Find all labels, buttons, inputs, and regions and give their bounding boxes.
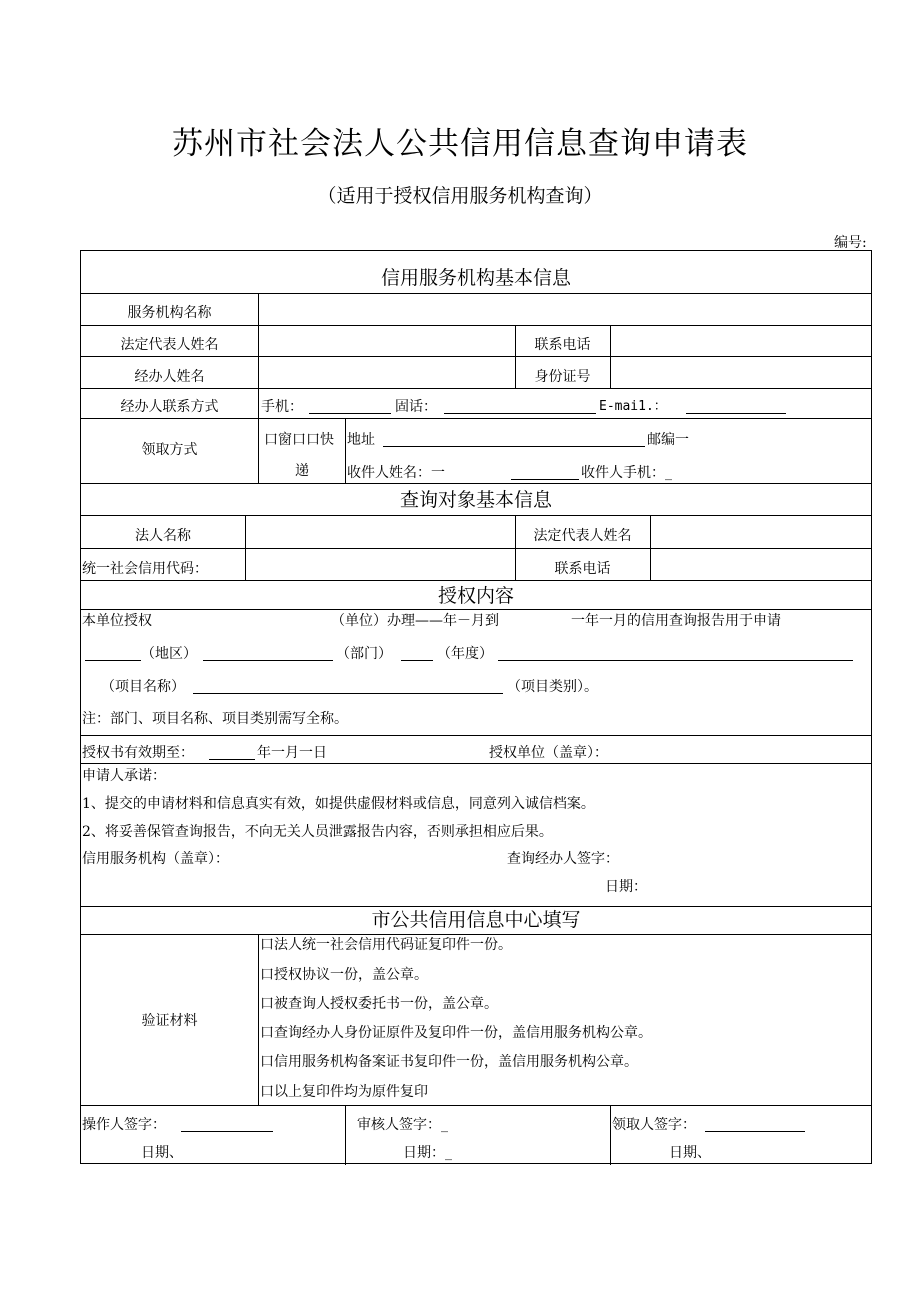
year-field[interactable] [498, 660, 853, 661]
org-name-label: 服务机构名称 [127, 305, 212, 321]
handler-contact-label: 经办人联系方式 [120, 399, 219, 415]
pickup-options-continued: 递 [295, 463, 309, 479]
material-item[interactable]: 口以上复印件均为原件复印 [260, 1084, 428, 1100]
receiver-signature-label: 领取人签字： [612, 1117, 696, 1133]
verification-materials-label: 验证材料 [141, 1013, 198, 1029]
id-number-label: 身份证号 [534, 369, 591, 385]
operator-signature-field[interactable] [181, 1131, 273, 1132]
pickup-method-label: 领取方式 [141, 442, 198, 458]
address-label: 地址 [347, 432, 375, 448]
applicant-promise-1: 1、提交的申请材料和信息真实有效，如提供虚假材料或信息，同意列入诚信档案。 [82, 796, 595, 812]
authorizing-unit-seal-label: 授权单位（盖章）： [489, 745, 608, 761]
operator-signature-label: 操作人签字： [82, 1117, 166, 1133]
section-header-service-org: 信用服务机构基本信息 [380, 267, 571, 289]
landline-label: 固话： [395, 399, 437, 415]
recipient-name-label: 收件人姓名：一 [347, 465, 445, 481]
validity-field[interactable] [209, 759, 255, 760]
legal-rep-field[interactable] [259, 326, 515, 356]
id-number-field[interactable] [611, 357, 871, 388]
reviewer-date-label: 日期：_ [403, 1145, 452, 1161]
section-header-center-use: 市公共信用信息中心填写 [371, 909, 581, 931]
target-legal-rep-label: 法定代表人姓名 [533, 528, 632, 544]
email-field[interactable] [686, 413, 786, 414]
applicant-promise-2: 2、将妥善保管查询报告，不向无关人员泄露报告内容，否则承担相应后果。 [82, 824, 553, 840]
service-org-seal-label: 信用服务机构（盖章）： [82, 851, 229, 867]
year-label: （年度） [437, 646, 493, 662]
promise-date-label: 日期： [605, 879, 647, 895]
material-item[interactable]: 口查询经办人身份证原件及复印件一份，盖信用服务机构公章。 [260, 1025, 652, 1041]
authorization-line-start: 本单位授权 [82, 613, 152, 629]
postcode-label: 邮编一 [647, 432, 689, 448]
org-name-field[interactable] [259, 294, 871, 325]
project-name-label: （项目名称） [101, 679, 185, 695]
legal-entity-name-label: 法人名称 [135, 528, 191, 544]
department-label: （部门） [336, 646, 392, 662]
form-title: 苏州市社会法人公共信用信息查询申请表 [172, 126, 748, 162]
project-name-field[interactable] [193, 693, 503, 694]
authorization-note: 注：部门、项目名称、项目类别需写全称。 [82, 711, 348, 727]
application-form [80, 250, 872, 1164]
material-item[interactable]: 口被查询人授权委托书一份，盖公章。 [260, 996, 498, 1012]
address-field[interactable] [383, 446, 645, 447]
receiver-signature-field[interactable] [705, 1131, 805, 1132]
legal-rep-label: 法定代表人姓名 [120, 337, 219, 353]
department-field[interactable] [203, 660, 333, 661]
form-subtitle: （适用于授权信用服务机构查询） [317, 185, 603, 207]
landline-field[interactable] [444, 413, 596, 414]
recipient-mobile-label: 收件人手机：_ [581, 465, 672, 481]
handler-name-label: 经办人姓名 [134, 369, 205, 385]
pickup-options[interactable]: 口窗口口快 [264, 432, 334, 448]
material-item[interactable]: 口信用服务机构备案证书复印件一份，盖信用服务机构公章。 [260, 1054, 638, 1070]
email-label: E-mai1.： [599, 399, 667, 414]
region-label: （地区） [141, 646, 197, 662]
material-item[interactable]: 口授权协议一份，盖公章。 [260, 967, 428, 983]
org-phone-label: 联系电话 [534, 337, 591, 353]
validity-label: 授权书有效期至： [82, 745, 194, 761]
recipient-name-field[interactable] [511, 479, 579, 480]
mobile-field[interactable] [309, 413, 391, 414]
target-phone-label: 联系电话 [554, 561, 611, 577]
org-phone-field[interactable] [611, 326, 871, 356]
operator-date-label: 日期、 [141, 1145, 183, 1161]
applicant-promise-title: 申请人承诺： [82, 768, 166, 784]
department-extra-field[interactable] [401, 660, 433, 661]
authorization-line-end: 一年一月的信用查询报告用于申请 [571, 613, 781, 629]
reviewer-signature-label: 审核人签字：_ [357, 1117, 448, 1133]
material-item[interactable]: 口法人统一社会信用代码证复印件一份。 [260, 937, 512, 953]
legal-entity-name-field[interactable] [246, 516, 515, 548]
query-handler-signature-label: 查询经办人签字： [507, 851, 619, 867]
credit-code-label: 统一社会信用代码： [82, 561, 208, 577]
project-type-label: （项目类别）。 [507, 679, 598, 695]
handler-name-field[interactable] [259, 357, 515, 388]
validity-date: 年一月一日 [257, 745, 327, 761]
section-header-authorization: 授权内容 [437, 585, 514, 607]
region-field[interactable] [85, 660, 141, 661]
target-phone-field[interactable] [651, 549, 871, 580]
mobile-label: 手机： [261, 399, 303, 415]
target-legal-rep-field[interactable] [651, 516, 871, 548]
section-header-query-target: 查询对象基本信息 [399, 489, 552, 511]
receiver-date-label: 日期、 [669, 1145, 711, 1161]
credit-code-field[interactable] [246, 549, 515, 580]
document-number-label: 编号: [834, 235, 867, 251]
authorization-line-unit: （单位）办理——年－月到 [331, 613, 499, 629]
